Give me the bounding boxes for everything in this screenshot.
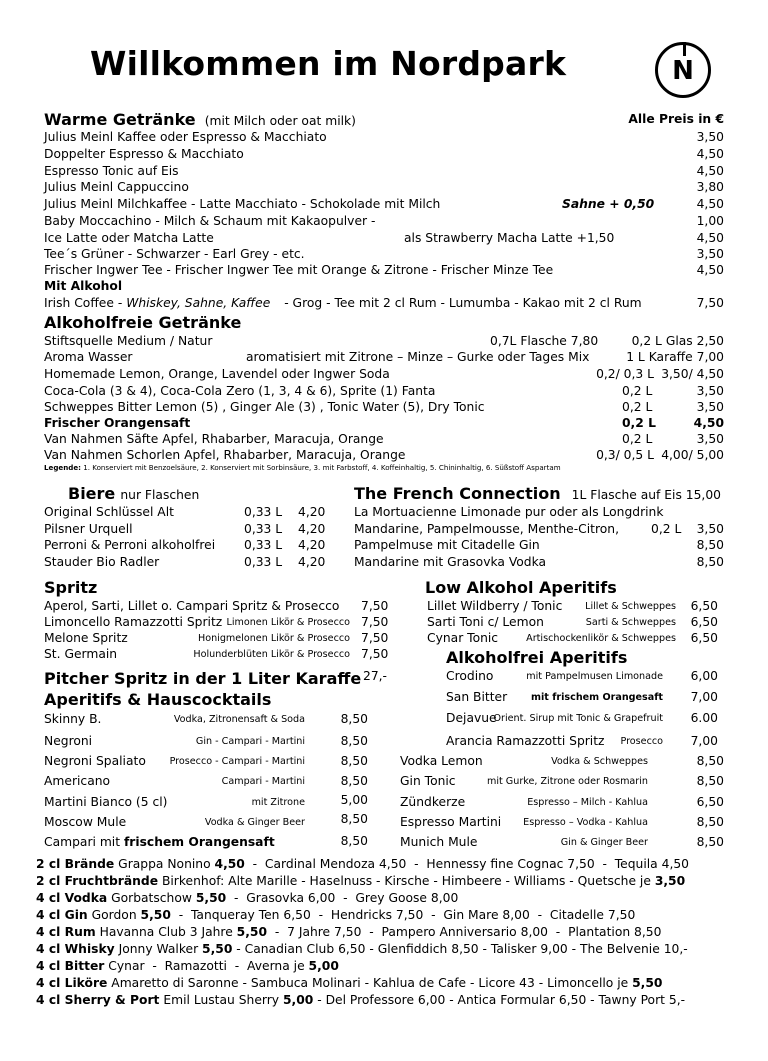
french-heading: The French Connection: [354, 484, 561, 503]
aroma-name: Aroma Wasser: [44, 350, 133, 364]
spirit-bold-text: 4 cl Bitter: [36, 959, 105, 973]
menu-item-price: 3,80: [696, 180, 724, 194]
menu-item-price: 4,50: [696, 147, 724, 161]
menu-item-price: 6,50: [696, 795, 724, 809]
nordpark-logo-icon: [655, 42, 711, 98]
menu-item-price: 4,20: [298, 522, 326, 536]
irish-italic: Whiskey, Sahne, Kaffee: [126, 296, 271, 310]
menu-item-price: 3,50: [696, 400, 724, 414]
menu-item-price: 8,50: [696, 538, 724, 552]
warm-heading: Warme Getränke: [44, 110, 196, 129]
menu-item-name: Vodka Lemon: [400, 754, 483, 768]
menu-item-name: Coca-Cola (3 & 4), Coca-Cola Zero (1, 3, 4 & 6), Sprite (1) Fanta: [44, 384, 436, 398]
menu-item-desc: mit frischem Orangesaft: [531, 692, 663, 703]
spirit-text: Cynar - Ramazotti - Averna je: [104, 959, 309, 973]
menu-item-extra: Sahne + 0,50: [562, 197, 655, 211]
menu-item-price: 8,50: [696, 835, 724, 849]
pitcher-price: 27,-: [363, 669, 387, 683]
menu-item-price: 4,20: [298, 505, 326, 519]
menu-item-price: 4,50: [696, 197, 724, 211]
menu-item-price: 8,50: [696, 774, 724, 788]
menu-item-desc: mit Zitrone: [251, 797, 305, 808]
menu-item-name: Sarti Toni c/ Lemon: [427, 615, 544, 629]
menu-item-price: 4,50: [693, 416, 724, 430]
menu-item-price: 8,50: [696, 815, 724, 829]
cocktails-heading: Aperitifs & Hauscocktails: [44, 690, 272, 709]
menu-item-size: 0,33 L: [244, 505, 283, 519]
spirit-line: [36, 925, 661, 940]
spirit-line: [36, 857, 689, 872]
spirit-line: [36, 942, 688, 957]
menu-item-name: Crodino: [446, 669, 494, 683]
menu-item-price: 7,00: [690, 690, 718, 704]
spirit-bold-text: 4 cl Vodka: [36, 891, 108, 905]
menu-item-name: Frischer Orangensaft: [44, 416, 191, 430]
beer-heading: Biere: [68, 484, 116, 503]
menu-item-size: 0,33 L: [244, 538, 283, 552]
menu-item-extra: als Strawberry Macha Latte +1,50: [404, 231, 615, 245]
menu-item-price: 4,20: [298, 555, 326, 569]
spirit-line: [36, 976, 662, 991]
menu-item-name: St. Germain: [44, 647, 118, 661]
menu-item-name: Ice Latte oder Matcha Latte: [44, 231, 214, 245]
menu-item-name: Pampelmuse mit Citadelle Gin: [354, 538, 540, 552]
menu-item-size: 0,33 L: [244, 522, 283, 536]
spirit-text: - Del Professore 6,00 - Antica Formular 6,50 - Tawny Port 5,-: [313, 993, 686, 1007]
campari-a: Campari mit: [44, 835, 124, 849]
menu-item-price: 8,50: [340, 774, 368, 788]
menu-item-name: Limoncello Ramazzotti Spritz: [44, 615, 223, 629]
menu-item-name: Martini Bianco (5 cl): [44, 795, 168, 809]
spirit-bold-text: 3,50: [654, 874, 686, 888]
spirit-text: - Cardinal Mendoza 4,50 - Hennessy fine Cognac 7,50 - Tequila 4,50: [244, 857, 690, 871]
menu-item-name: Julius Meinl Milchkaffee - Latte Macchiato - Schokolade mit Milch: [44, 197, 441, 211]
spirit-text: - Grasovka 6,00 - Grey Goose 8,00: [226, 891, 459, 905]
irish-coffee-line: [44, 296, 642, 311]
menu-item-desc: Gin & Ginger Beer: [560, 837, 648, 848]
spirit-line: [36, 874, 685, 889]
menu-item-price: 3,50: [696, 432, 724, 446]
aroma-desc: aromatisiert mit Zitrone – Minze – Gurke oder Tages Mix: [246, 350, 590, 364]
menu-item-size: 0,2 L: [622, 416, 656, 430]
menu-item-size: 0,2 L: [622, 384, 653, 398]
spirit-bold-text: 4,50: [214, 857, 245, 871]
menu-item-name: Espresso Martini: [400, 815, 502, 829]
spirit-bold-text: 2 cl Fruchtbrände: [36, 874, 159, 888]
spirit-line: [36, 891, 458, 906]
menu-item-price: 8,50: [340, 712, 368, 726]
aroma-price: 1 L Karaffe 7,00: [626, 350, 724, 364]
menu-item-price: 3,50: [696, 384, 724, 398]
menu-item-desc: Vodka, Zitronensaft & Soda: [173, 714, 305, 725]
menu-item-desc: mit Gurke, Zitrone oder Rosmarin: [486, 776, 648, 787]
spirit-bold-text: 5,50: [195, 891, 227, 905]
menu-item-size: 0,33 L: [244, 555, 283, 569]
warm-note: (mit Milch oder oat milk): [204, 114, 356, 128]
spirit-text: Birkenhof: Alte Marille - Haselnuss - Kirsche - Himbeere - Williams - Quetsche je: [158, 874, 655, 888]
menu-item-price: 7,00: [690, 734, 718, 748]
spirit-text: Emil Lustau Sherry: [159, 993, 283, 1007]
spirit-text: Jonny Walker: [114, 942, 203, 956]
menu-item-desc: Artischockenlikör & Schweppes: [526, 633, 676, 644]
menu-item-price: 4,50: [696, 164, 724, 178]
spirit-bold-text: 4 cl Rum: [36, 925, 96, 939]
spirit-bold-text: 5,50: [140, 908, 171, 922]
menu-item-name: Schweppes Bitter Lemon (5) , Ginger Ale (3) , Tonic Water (5), Dry Tonic: [44, 400, 485, 414]
menu-item-name: Van Nahmen Schorlen Apfel, Rhabarber, Maracuja, Orange: [44, 448, 406, 462]
legend: [44, 463, 561, 472]
spirit-text: Gordon: [87, 908, 141, 922]
menu-item-price: 6.00: [690, 711, 718, 725]
menu-item-name: Aperol, Sarti, Lillet o. Campari Spritz & Prosecco: [44, 599, 340, 613]
menu-item-name: Stauder Bio Radler: [44, 555, 160, 569]
menu-item-price: 7,50: [361, 647, 389, 661]
spirit-bold-text: 5,50: [202, 942, 233, 956]
menu-item-desc: Limonen Likör & Prosecco: [226, 617, 350, 628]
menu-item-price: 8,50: [340, 754, 368, 768]
menu-item-name: Van Nahmen Säfte Apfel, Rhabarber, Maracuja, Orange: [44, 432, 384, 446]
spirit-bold-text: 4 cl Whisky: [36, 942, 115, 956]
spritz-heading: Spritz: [44, 578, 98, 597]
menu-item-size: 0,2/ 0,3 L: [596, 367, 654, 381]
french-section-header: [354, 484, 721, 503]
spirit-bold-text: 4 cl Sherry & Port: [36, 993, 160, 1007]
menu-item-desc: mit Pampelmusen Limonade: [526, 671, 663, 682]
menu-item-name: Baby Moccachino - Milch & Schaum mit Kakaopulver -: [44, 214, 376, 228]
menu-item-desc: Vodka & Ginger Beer: [204, 817, 305, 828]
menu-item-desc: Prosecco - Campari - Martini: [169, 756, 305, 767]
spirit-bold-text: 5,50: [236, 925, 268, 939]
menu-item-price: 4,50: [696, 231, 724, 245]
menu-item-desc: Gin - Campari - Martini: [195, 736, 305, 747]
logo-letter: N: [672, 56, 694, 86]
menu-item-size: 0,2 L: [622, 400, 653, 414]
menu-item-price: 3,50: [696, 130, 724, 144]
menu-item-name: Original Schlüssel Alt: [44, 505, 174, 519]
menu-item-name: Frischer Ingwer Tee - Frischer Ingwer Tee mit Orange & Zitrone - Frischer Minze Tee: [44, 263, 554, 277]
menu-item-name: Negroni: [44, 734, 93, 748]
menu-item-name: Arancia Ramazzotti Spritz: [446, 734, 605, 748]
beer-note: nur Flaschen: [120, 488, 200, 502]
menu-item-size: 0,2 L: [651, 522, 682, 536]
menu-item-desc: Espresso – Milch - Kahlua: [527, 797, 648, 808]
free-heading: Alkoholfrei Aperitifs: [446, 648, 628, 667]
french-note: 1L Flasche auf Eis 15,00: [571, 488, 721, 502]
menu-item-price: 6,00: [690, 669, 718, 683]
spirit-text: Amaretto di Saronne - Sambuca Molinari - Kahlua de Cafe - Licore 43 - Limoncello je: [107, 976, 633, 990]
beer-section-header: [68, 484, 199, 503]
legend-text: 1. Konserviert mit Benzoelsäure, 2. Konserviert mit Sorbinsäure, 3. mit Farbstoff, 4. Koffeinhaltig, 5. Chininhaltig, 6. Süßstoff Aspartam: [83, 463, 561, 472]
pitcher-heading: Pitcher Spritz in der 1 Liter Karaffe: [44, 669, 362, 688]
menu-item-desc: Orient. Sirup mit Tonic & Grapefruit: [493, 713, 663, 724]
spirit-text: Gorbatschow: [107, 891, 196, 905]
campari-orange-line: [44, 835, 275, 850]
spirit-bold-text: 5,00: [308, 959, 339, 973]
spirit-bold-text: 4 cl Gin: [36, 908, 88, 922]
spirit-line: [36, 959, 339, 974]
menu-item-name: Americano: [44, 774, 111, 788]
menu-item-name: Negroni Spaliato: [44, 754, 146, 768]
menu-item-price: 8,50: [340, 734, 368, 748]
menu-item-name: Perroni & Perroni alkoholfrei: [44, 538, 216, 552]
spirit-text: Grappa Nonino: [114, 857, 215, 871]
low-heading: Low Alkohol Aperitifs: [425, 578, 617, 597]
legend-label: Legende:: [44, 463, 81, 472]
currency-note: Alle Preis in €: [628, 112, 724, 126]
menu-item-name: Munich Mule: [400, 835, 478, 849]
menu-item-name: San Bitter: [446, 690, 508, 704]
menu-item-name: La Mortuacienne Limonade pur oder als Longdrink: [354, 505, 664, 519]
menu-item-name: Julius Meinl Cappuccino: [44, 180, 189, 194]
spirit-text: - 7 Jahre 7,50 - Pampero Anniversario 8,00 - Plantation 8,50: [267, 925, 662, 939]
menu-item-name: Julius Meinl Kaffee oder Espresso & Macchiato: [44, 130, 327, 144]
menu-item-price: 6,50: [690, 615, 718, 629]
campari-price: 8,50: [340, 834, 368, 848]
menu-item-name: Cynar Tonic: [427, 631, 499, 645]
stift-name: Stiftsquelle Medium / Natur: [44, 334, 213, 348]
menu-item-name: Mandarine mit Grasovka Vodka: [354, 555, 547, 569]
menu-item-price: 3,50: [696, 522, 724, 536]
menu-item-price: 7,50: [361, 599, 389, 613]
warm-section-header: [44, 110, 356, 129]
menu-item-desc: Honigmelonen Likör & Prosecco: [198, 633, 350, 644]
stift-large: 0,7L Flasche 7,80: [490, 334, 599, 348]
campari-b: frischem Orangensaft: [123, 835, 275, 849]
menu-item-price: 4,00/ 5,00: [661, 448, 724, 462]
irish-price: 7,50: [696, 296, 724, 310]
menu-item-name: Zündkerze: [400, 795, 466, 809]
menu-item-desc: Holunderblüten Likör & Prosecco: [193, 649, 350, 660]
spirit-bold-text: 5,50: [632, 976, 663, 990]
menu-item-price: 4,20: [298, 538, 326, 552]
menu-item-name: Lillet Wildberry / Tonic: [427, 599, 563, 613]
menu-item-desc: Campari - Martini: [221, 776, 305, 787]
spirit-text: Havanna Club 3 Jahre: [95, 925, 237, 939]
menu-item-name: Dejavue: [446, 711, 497, 725]
menu-item-price: 5,00: [340, 793, 368, 807]
menu-item-price: 7,50: [361, 631, 389, 645]
menu-item-size: 0,3/ 0,5 L: [596, 448, 654, 462]
spirit-bold-text: 5,00: [282, 993, 314, 1007]
page-title: Willkommen im Nordpark: [90, 44, 567, 83]
menu-item-price: 1,00: [696, 214, 724, 228]
menu-item-price: 8,50: [340, 812, 368, 826]
irish-b: - Grog - Tee mit 2 cl Rum - Lumumba - Kakao mit 2 cl Rum: [284, 296, 642, 310]
menu-item-name: Pilsner Urquell: [44, 522, 133, 536]
menu-item-price: 4,50: [696, 263, 724, 277]
alcohol-subheading: Mit Alkohol: [44, 279, 123, 293]
menu-item-price: 7,50: [361, 615, 389, 629]
spirit-text: - Canadian Club 6,50 - Glenfiddich 8,50 - Talisker 9,00 - The Belvenie 10,-: [232, 942, 688, 956]
spirit-text: - Tanqueray Ten 6,50 - Hendricks 7,50 - Gin Mare 8,00 - Citadelle 7,50: [170, 908, 636, 922]
menu-item-desc: Vodka & Schweppes: [551, 756, 648, 767]
menu-item-name: Espresso Tonic auf Eis: [44, 164, 179, 178]
soft-heading: Alkoholfreie Getränke: [44, 313, 242, 332]
menu-item-desc: Espresso – Vodka - Kahlua: [523, 817, 648, 828]
menu-item-name: Homemade Lemon, Orange, Lavendel oder Ingwer Soda: [44, 367, 390, 381]
menu-item-price: 8,50: [696, 754, 724, 768]
spirit-bold-text: 2 cl Brände: [36, 857, 115, 871]
menu-item-name: Melone Spritz: [44, 631, 128, 645]
stift-small: 0,2 L Glas 2,50: [631, 334, 724, 348]
menu-item-desc: Sarti & Schweppes: [585, 617, 676, 628]
spirit-bold-text: 4 cl Liköre: [36, 976, 108, 990]
menu-item-price: 8,50: [696, 555, 724, 569]
menu-item-price: 6,50: [690, 631, 718, 645]
menu-item-desc: Lillet & Schweppes: [585, 601, 676, 612]
menu-item-price: 6,50: [690, 599, 718, 613]
irish-a: Irish Coffee -: [44, 296, 127, 310]
menu-item-name: Moscow Mule: [44, 815, 127, 829]
menu-item-name: Tee´s Grüner - Schwarzer - Earl Grey - etc.: [44, 247, 305, 261]
menu-item-name: Mandarine, Pampelmousse, Menthe-Citron,: [354, 522, 620, 536]
menu-item-price: 3,50/ 4,50: [661, 367, 724, 381]
menu-item-name: Gin Tonic: [400, 774, 456, 788]
menu-item-desc: Prosecco: [620, 736, 663, 747]
menu-item-name: Doppelter Espresso & Macchiato: [44, 147, 244, 161]
menu-item-price: 3,50: [696, 247, 724, 261]
menu-item-size: 0,2 L: [622, 432, 653, 446]
spirit-line: [36, 908, 635, 923]
menu-item-name: Skinny B.: [44, 712, 102, 726]
spirit-line: [36, 993, 685, 1008]
